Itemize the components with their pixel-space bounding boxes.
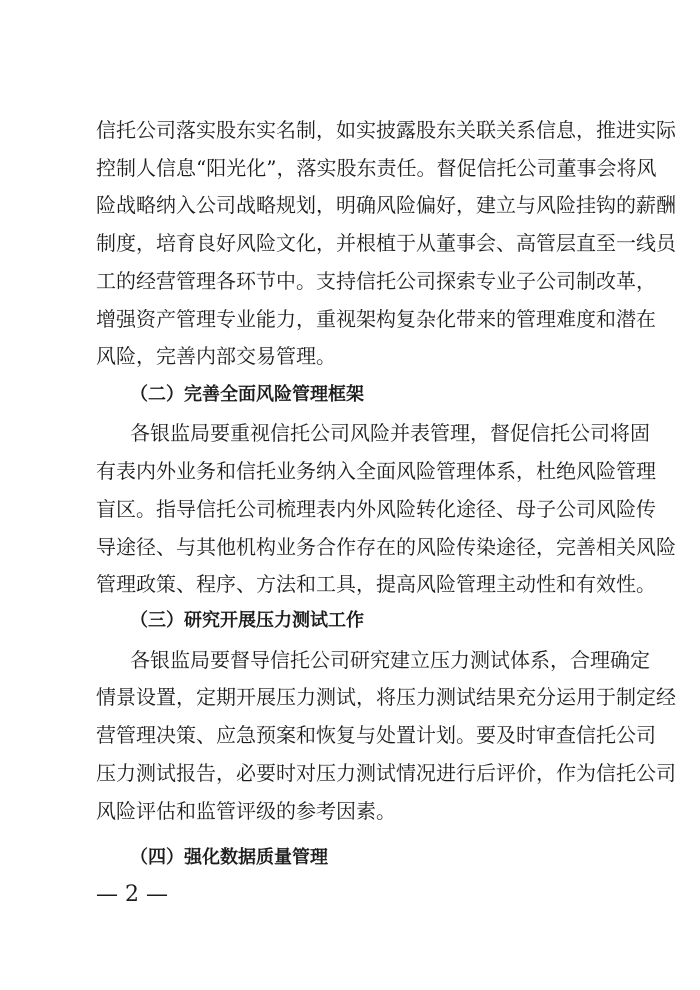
paragraph-3-line-1: 各银监局要督导信托公司研究建立压力测试体系，合理确定 xyxy=(130,648,650,672)
page-number: — 2 — xyxy=(96,882,168,907)
paragraph-1-line-3: 险战略纳入公司战略规划，明确风险偏好，建立与风险挂钩的薪酬 xyxy=(96,193,676,217)
paragraph-2-line-3: 盲区。指导信托公司梳理表内外风险转化途径、母子公司风险传 xyxy=(96,497,656,521)
paragraph-1-line-5: 工的经营管理各环节中。支持信托公司探索专业子公司制改革， xyxy=(96,269,656,293)
paragraph-1-line-4: 制度，培育良好风险文化，并根植于从董事会、高管层直至一线员 xyxy=(96,231,676,255)
paragraph-2-line-5: 管理政策、程序、方法和工具，提高风险管理主动性和有效性。 xyxy=(96,572,656,596)
section-heading-2: （二）完善全面风险管理框架 xyxy=(130,384,364,405)
paragraph-2-line-2: 有表内外业务和信托业务纳入全面风险管理体系，杜绝风险管理 xyxy=(96,459,656,483)
paragraph-3-line-4: 压力测试报告，必要时对压力测试情况进行后评价，作为信托公司 xyxy=(96,761,676,785)
paragraph-2-line-4: 导途径、与其他机构业务合作存在的风险传染途径，完善相关风险 xyxy=(96,535,676,559)
paragraph-1-line-7: 风险，完善内部交易管理。 xyxy=(96,344,336,368)
section-heading-3: （三）研究开展压力测试工作 xyxy=(130,610,364,631)
paragraph-3-line-2: 情景设置，定期开展压力测试，将压力测试结果充分运用于制定经 xyxy=(96,685,676,709)
section-heading-4: （四）强化数据质量管理 xyxy=(130,847,328,868)
paragraph-1-line-1: 信托公司落实股东实名制，如实披露股东关联关系信息，推进实际 xyxy=(96,118,676,142)
paragraph-3-line-5: 风险评估和监管评级的参考因素。 xyxy=(96,799,396,823)
paragraph-1-line-6: 增强资产管理专业能力，重视架构复杂化带来的管理难度和潜在 xyxy=(96,307,656,331)
paragraph-1-line-2: 控制人信息“阳光化”，落实股东责任。督促信托公司董事会将风 xyxy=(96,156,657,180)
paragraph-3-line-3: 营管理决策、应急预案和恢复与处置计划。要及时审查信托公司 xyxy=(96,723,656,747)
paragraph-2-line-1: 各银监局要重视信托公司风险并表管理，督促信托公司将固 xyxy=(130,421,650,445)
